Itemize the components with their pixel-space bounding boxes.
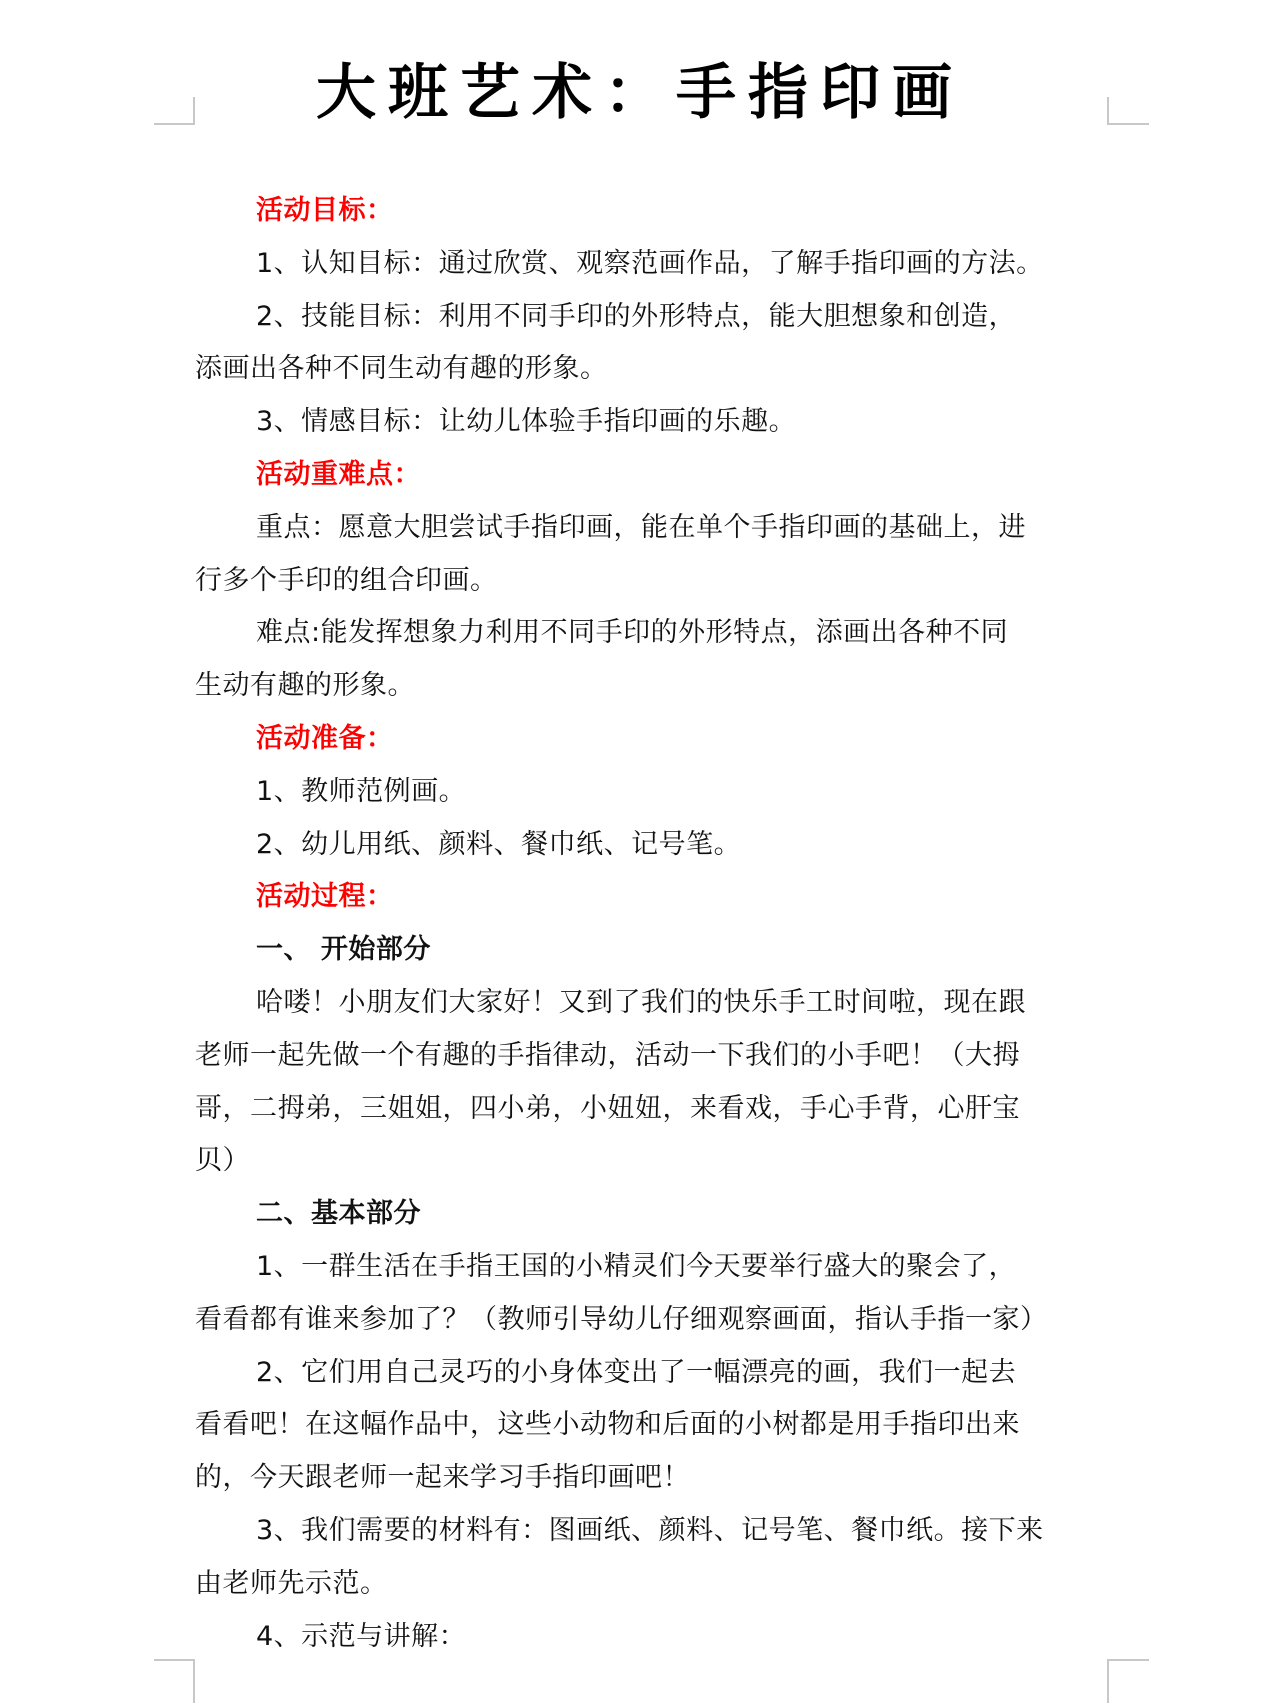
paragraph-line: 2、幼儿用纸、颜料、餐巾纸、记号笔。 <box>256 828 742 860</box>
paragraph-line: 1、认知目标：通过欣赏、观察范画作品，了解手指印画的方法。 <box>256 247 1044 279</box>
section-heading-preparation: 活动准备： <box>256 722 394 754</box>
paragraph-line: 看看都有谁来参加了？（教师引导幼儿仔细观察画面，指认手指一家） <box>195 1303 1048 1335</box>
paragraph-line: 2、技能目标：利用不同手印的外形特点，能大胆想象和创造， <box>256 300 1017 332</box>
paragraph-line: 添画出各种不同生动有趣的形象。 <box>195 353 608 385</box>
paragraph-line: 4、示范与讲解： <box>256 1620 467 1652</box>
paragraph-line: 1、一群生活在手指王国的小精灵们今天要举行盛大的聚会了， <box>256 1250 1017 1282</box>
paragraph-line: 1、教师范例画。 <box>256 775 467 807</box>
section-heading-key-points: 活动重难点： <box>256 458 421 490</box>
paragraph-line: 看看吧！在这幅作品中，这些小动物和后面的小树都是用手指印出来 <box>195 1409 1020 1441</box>
page-corner-mark-bottom-left <box>154 1659 195 1703</box>
section-heading-goals: 活动目标： <box>256 195 394 226</box>
paragraph-line: 哥，二拇弟，三姐姐，四小弟，小妞妞，来看戏，手心手背，心肝宝 <box>195 1092 1020 1124</box>
paragraph-line: 行多个手印的组合印画。 <box>195 564 498 596</box>
paragraph-line: 3、我们需要的材料有：图画纸、颜料、记号笔、餐巾纸。接下来 <box>256 1514 1044 1546</box>
subsection-heading-basic: 二、基本部分 <box>256 1198 421 1230</box>
paragraph-line: 老师一起先做一个有趣的手指律动，活动一下我们的小手吧！（大拇 <box>195 1039 1020 1071</box>
paragraph-line: 重点：愿意大胆尝试手指印画，能在单个手指印画的基础上，进 <box>256 511 1026 543</box>
document-title: 大班艺术：手指印画 <box>316 58 964 128</box>
paragraph-line: 难点:能发挥想象力利用不同手印的外形特点，添画出各种不同 <box>256 617 1009 649</box>
document-body <box>195 185 1115 1663</box>
page-corner-mark-bottom-right <box>1107 1659 1149 1703</box>
subsection-heading-opening: 一、 开始部分 <box>256 934 431 966</box>
paragraph-line: 的，今天跟老师一起来学习手指印画吧！ <box>195 1462 690 1494</box>
paragraph-line: 生动有趣的形象。 <box>195 670 415 702</box>
paragraph-line: 贝） <box>195 1145 250 1177</box>
paragraph-line: 2、它们用自己灵巧的小身体变出了一幅漂亮的画，我们一起去 <box>256 1356 1017 1388</box>
paragraph-line: 哈喽！小朋友们大家好！又到了我们的快乐手工时间啦，现在跟 <box>256 986 1026 1018</box>
paragraph-line: 由老师先示范。 <box>195 1567 388 1599</box>
section-heading-process: 活动过程： <box>256 881 394 913</box>
paragraph-line: 3、情感目标：让幼儿体验手指印画的乐趣。 <box>256 406 797 438</box>
